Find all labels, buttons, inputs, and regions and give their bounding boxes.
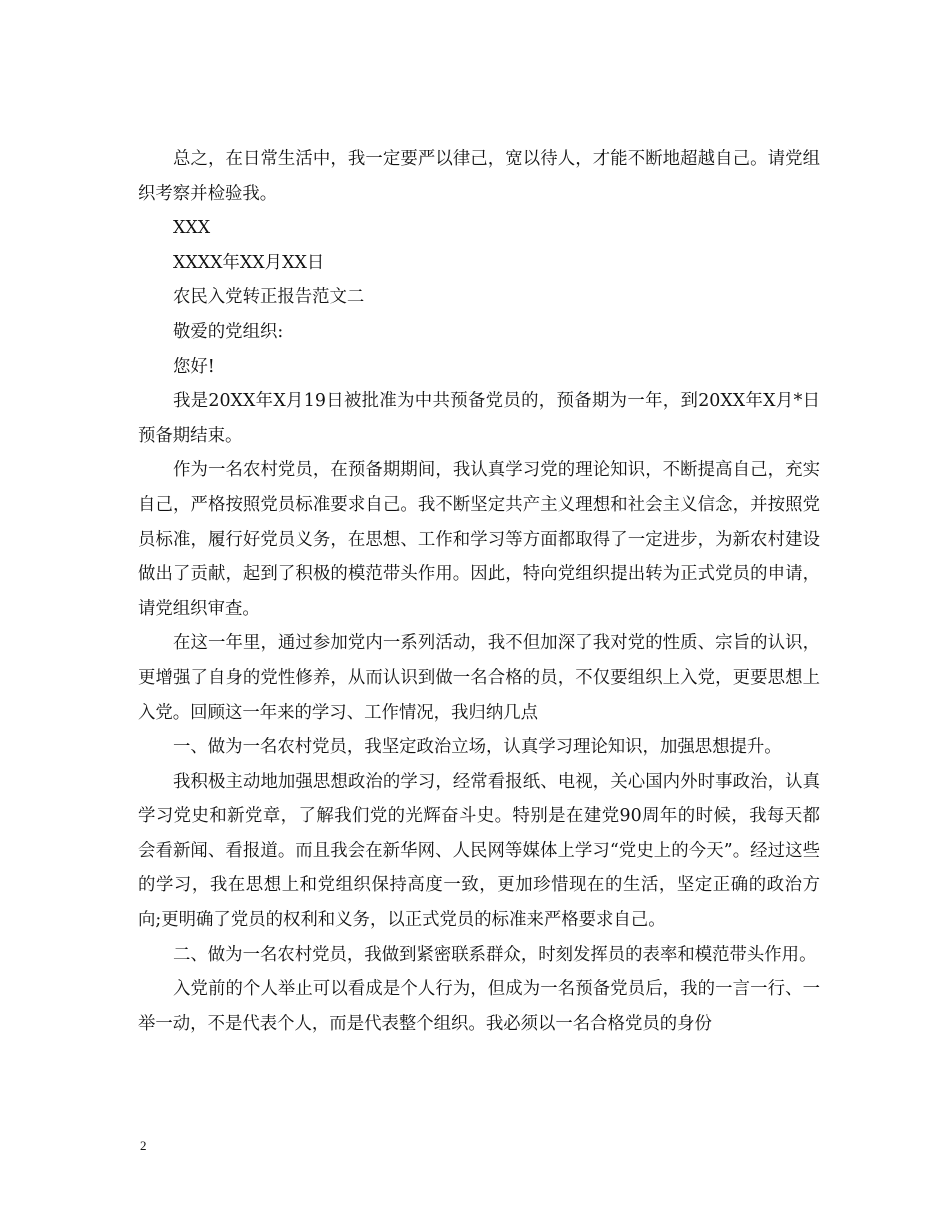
- signature-name: XXX: [173, 218, 211, 239]
- point-two-heading: 二、做为一名农村党员，我做到紧密联系群众，时刻发挥员的表率和模范带头作用。: [173, 944, 817, 965]
- document-body: [138, 142, 820, 1041]
- page-number: 2: [140, 1138, 147, 1153]
- paragraph-conclusion: 总之，在日常生活中，我一定要严以律己，宽以待人，才能不断地超越自己。请党组织考察并检验我。: [138, 149, 820, 204]
- signature-date: XXXX年XX月XX日: [173, 252, 325, 273]
- greeting: 您好!: [173, 356, 215, 377]
- paragraph-intro: 我是20XX年X月19日被批准为中共预备党员的，预备期为一年，到20XX年X月*日预备期结束。: [138, 391, 820, 446]
- point-one-heading: 一、做为一名农村党员，我坚定政治立场，认真学习理论知识，加强思想提升。: [173, 737, 782, 758]
- section-title: 农民入党转正报告范文二: [173, 287, 365, 308]
- paragraph-probation: 作为一名农村党员，在预备期期间，我认真学习党的理论知识，不断提高自己，充实自己，严格按照党员标准要求自己。我不断坚定共产主义理想和社会主义信念，并按照党员标准，履行好党员义务，在思想、工作和学习等方面都取得了一定进步，为新农村建设做出了贡献，起到了积极的模范带头作用。因此，特向党组织提出转为正式党员的申请，请党组织审查。: [138, 460, 820, 619]
- salutation: 敬爱的党组织:: [173, 321, 284, 342]
- paragraph-year-review: 在这一年里，通过参加党内一系列活动，我不但加深了我对党的性质、宗旨的认识，更增强了自身的党性修养，从而认识到做一名合格的员，不仅要组织上入党，更要思想上入党。回顾这一年来的学习、工作情况，我归纳几点: [138, 633, 820, 723]
- paragraph-conduct: 入党前的个人举止可以看成是个人行为，但成为一名预备党员后，我的一言一行、一举一动，不是代表个人，而是代表整个组织。我必须以一名合格党员的身份: [138, 979, 820, 1034]
- paragraph-political-study: 我积极主动地加强思想政治的学习，经常看报纸、电视，关心国内外时事政治，认真学习党史和新党章，了解我们党的光辉奋斗史。特别是在建党90周年的时候，我每天都会看新闻、看报道。而且我会在新华网、人民网等媒体上学习“党史上的今天”。经过这些的学习，我在思想上和党组织保持高度一致，更加珍惜现在的生活，坚定正确的政治方向;更明确了党员的权利和义务，以正式党员的标准来严格要求自己。: [138, 771, 820, 931]
